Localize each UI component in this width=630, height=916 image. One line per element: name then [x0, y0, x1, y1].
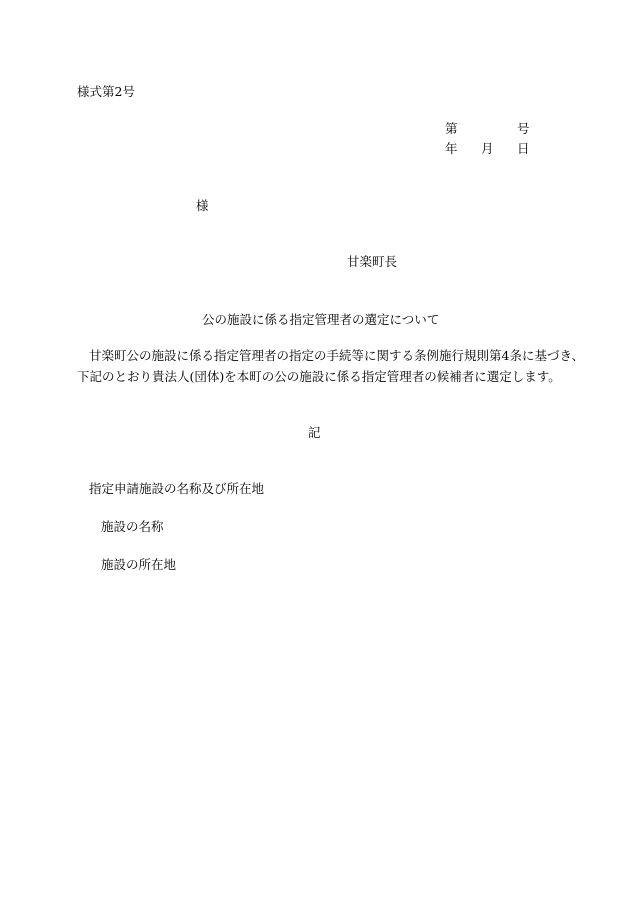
sender-name: 甘楽町長: [347, 254, 398, 269]
document-number-suffix: 号: [517, 121, 530, 136]
date-month-label: 月: [481, 141, 494, 156]
facility-address-label: 施設の所在地: [101, 557, 177, 572]
facility-name-label: 施設の名称: [101, 519, 164, 534]
document-number-prefix: 第: [445, 121, 458, 136]
body-text-line: 下記のとおり貴法人(団体)を本町の公の施設に係る指定管理者の候補者に選定します。: [77, 369, 561, 384]
subject-title: 公の施設に係る指定管理者の選定について: [202, 312, 440, 327]
date-day-label: 日: [517, 141, 530, 156]
body-text-line: 甘楽町公の施設に係る指定管理者の指定の手続等に関する条例施行規則第4条に基づき、: [89, 348, 584, 363]
date-year-label: 年: [445, 141, 458, 156]
recipient-honorific: 様: [196, 198, 209, 213]
ki-heading: 記: [308, 425, 321, 440]
facility-item-heading: 指定申請施設の名称及び所在地: [89, 481, 265, 496]
form-number: 様式第2号: [77, 84, 135, 99]
